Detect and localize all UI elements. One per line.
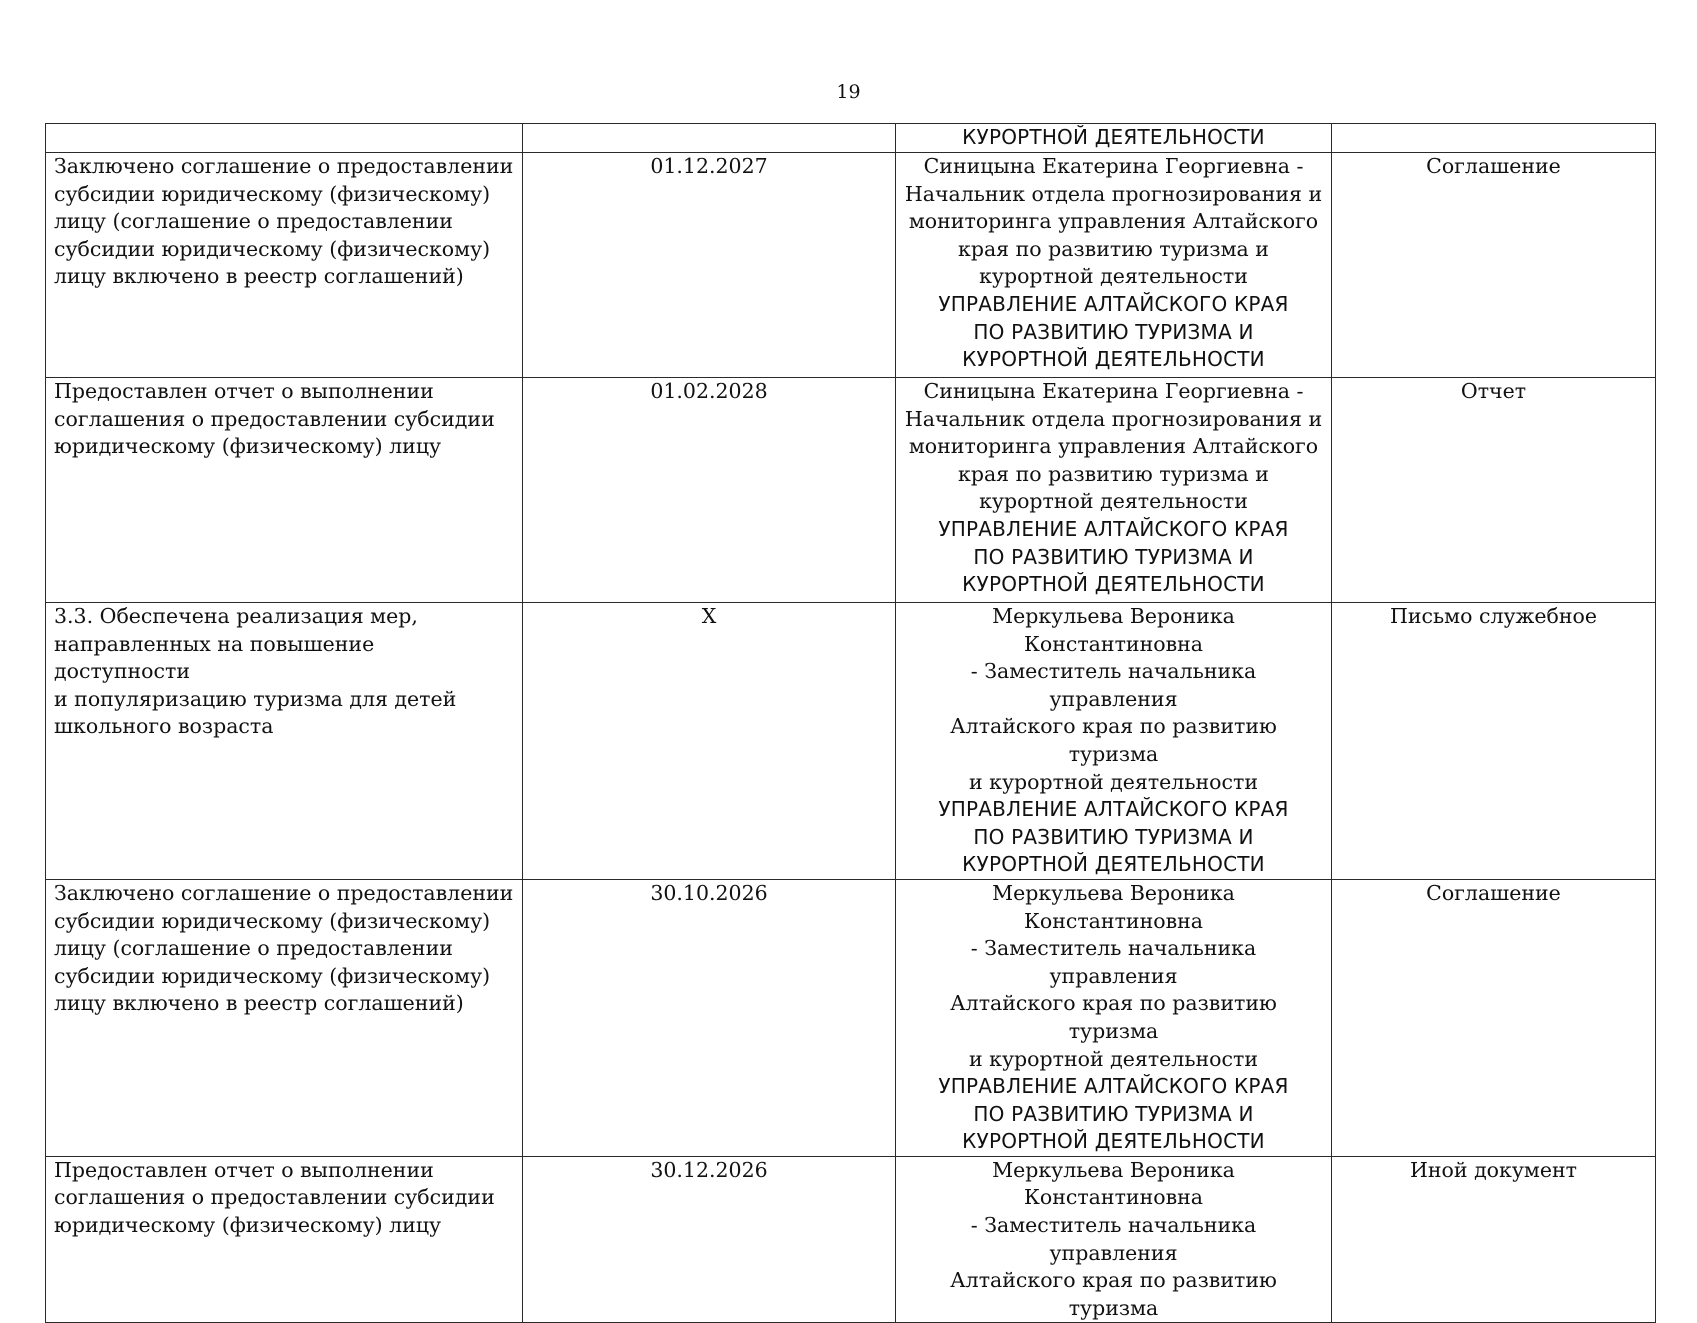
date-text: X (701, 604, 717, 628)
date-cell (523, 378, 896, 603)
result-cell (46, 1156, 523, 1323)
responsible-text: Меркульева Вероника Константиновна - Заместитель начальника управления Алтайского края по развитию туризма и курортной деятельности (950, 880, 1277, 1071)
responsible-cell (896, 879, 1332, 1156)
doc-type-text: Отчет (1460, 379, 1527, 403)
date-cell (523, 603, 896, 880)
doc-type-text: Письмо служебное (1389, 604, 1598, 628)
result-text: Заключено соглашение о предоставлении субсидии юридическому (физическому) лицу (соглашение о предоставлении субсидии юридическому (физическому) лицу включено в реестр соглашений) (54, 154, 514, 289)
control-points-table (45, 123, 1656, 1323)
result-text: 3.3. Обеспечена реализация мер, направленных на повышение доступности и популяризацию туризма для детей школьного возраста (54, 604, 457, 739)
table-row (46, 603, 1656, 880)
responsible-cell (896, 124, 1332, 153)
date-text: 30.12.2026 (650, 1157, 768, 1182)
doc-type-cell (1332, 1156, 1656, 1323)
responsible-text: Синицына Екатерина Георгиевна - Начальник отдела прогнозирования и мониторинга управления Алтайского края по развитию туризма и курортной деятельности (904, 379, 1323, 514)
table-row (46, 153, 1656, 378)
responsible-cell (896, 153, 1332, 378)
table-row (46, 1156, 1656, 1323)
org-name: УПРАВЛЕНИЕ АЛТАЙСКОГО КРАЯ ПО РАЗВИТИЮ ТУРИЗМА И КУРОРТНОЙ ДЕЯТЕЛЬНОСТИ (938, 797, 1289, 877)
table-row (46, 378, 1656, 603)
org-name: УПРАВЛЕНИЕ АЛТАЙСКОГО КРАЯ ПО РАЗВИТИЮ ТУРИЗМА И КУРОРТНОЙ ДЕЯТЕЛЬНОСТИ (938, 516, 1289, 597)
result-cell (46, 603, 523, 880)
org-name: КУРОРТНОЙ ДЕЯТЕЛЬНОСТИ (962, 125, 1265, 149)
org-name: УПРАВЛЕНИЕ АЛТАЙСКОГО КРАЯ ПО РАЗВИТИЮ ТУРИЗМА И КУРОРТНОЙ ДЕЯТЕЛЬНОСТИ (938, 1074, 1289, 1154)
result-cell (46, 879, 523, 1156)
responsible-cell (896, 1156, 1332, 1323)
result-cell (46, 124, 523, 153)
result-cell (46, 153, 523, 378)
table-row (46, 879, 1656, 1156)
result-text: Предоставлен отчет о выполнении соглашения о предоставлении субсидии юридическому (физическому) лицу (54, 379, 495, 459)
doc-type-cell (1332, 879, 1656, 1156)
responsible-cell (896, 603, 1332, 880)
date-cell (523, 1156, 896, 1323)
result-text: Заключено соглашение о предоставлении субсидии юридическому (физическому) лицу (соглашение о предоставлении субсидии юридическому (физическому) лицу включено в реестр соглашений) (54, 880, 514, 1016)
date-cell (523, 879, 896, 1156)
date-cell (523, 124, 896, 153)
date-text: 01.02.2028 (650, 379, 768, 403)
responsible-text: Синицына Екатерина Георгиевна - Начальник отдела прогнозирования и мониторинга управления Алтайского края по развитию туризма и курортной деятельности (904, 154, 1323, 289)
page-number: 19 (836, 81, 861, 103)
date-text: 01.12.2027 (650, 154, 768, 178)
doc-type-text: Соглашение (1426, 154, 1561, 178)
doc-type-text: Иной документ (1410, 1157, 1577, 1182)
responsible-text: Меркульева Вероника Константиновна - Заместитель начальника управления Алтайского края по развитию туризма (950, 1157, 1277, 1320)
result-cell (46, 378, 523, 603)
doc-type-cell (1332, 378, 1656, 603)
doc-type-text: Соглашение (1426, 880, 1561, 905)
result-text: Предоставлен отчет о выполнении соглашения о предоставлении субсидии юридическому (физическому) лицу (54, 1157, 495, 1238)
doc-type-cell (1332, 124, 1656, 153)
table-row (46, 124, 1656, 153)
doc-type-cell (1332, 153, 1656, 378)
date-text: 30.10.2026 (650, 880, 768, 905)
responsible-cell (896, 378, 1332, 603)
org-name: УПРАВЛЕНИЕ АЛТАЙСКОГО КРАЯ ПО РАЗВИТИЮ ТУРИЗМА И КУРОРТНОЙ ДЕЯТЕЛЬНОСТИ (938, 291, 1289, 372)
date-cell (523, 153, 896, 378)
doc-type-cell (1332, 603, 1656, 880)
responsible-text: Меркульева Вероника Константиновна - Заместитель начальника управления Алтайского края по развитию туризма и курортной деятельности (950, 604, 1277, 794)
